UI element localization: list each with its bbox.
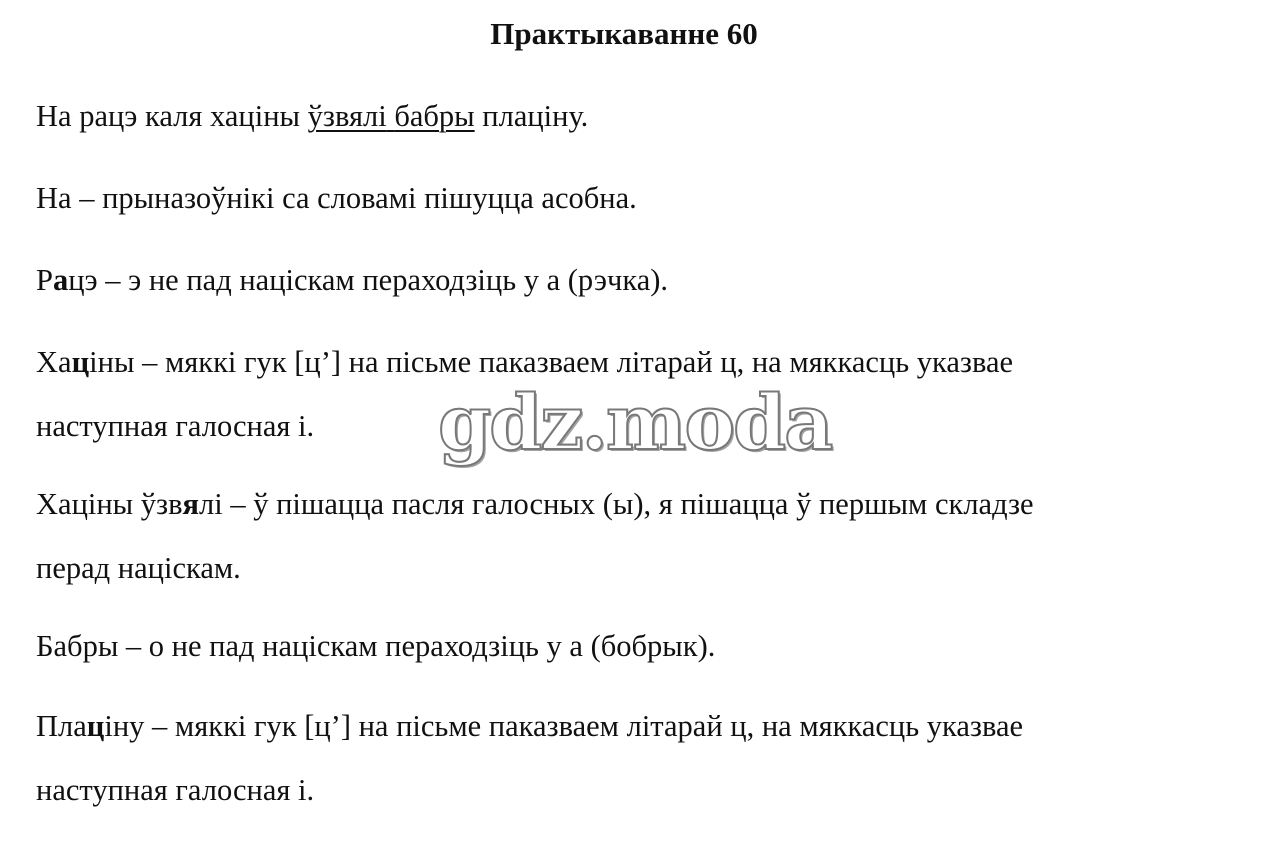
explanation-text-continued: наступная галосная і. <box>36 409 315 443</box>
sentence-line <box>36 84 1236 148</box>
explanation-na <box>36 166 1236 230</box>
page-title: Практыкаванне 60 <box>490 16 758 51</box>
explanation-text: Пла <box>36 709 87 743</box>
explanation-text: На – прыназоўнікі са словамі пішуцца асобна. <box>36 181 637 215</box>
highlighted-letter: я <box>182 487 200 521</box>
explanation-text: Хаціны ўзв <box>36 487 183 521</box>
watermark-logo: gdz.moda <box>438 378 832 467</box>
explanation-text-continued: перад націскам. <box>36 551 241 585</box>
sentence-text-start: На рацэ каля хаціны <box>36 99 308 133</box>
explanation-text: Бабры – о не пад націскам пераходзіць у а (бобрык). <box>36 629 716 663</box>
sentence-text-end: плаціну. <box>474 99 589 133</box>
highlighted-letter: а <box>52 263 69 297</box>
underlined-word-uzviali: ўзвялі <box>307 99 387 133</box>
highlighted-letter: ц <box>71 345 90 379</box>
explanation-uzviali <box>36 472 1236 600</box>
explanation-text: цэ – э не пад націскам пераходзіць у а (рэчка). <box>68 263 669 297</box>
explanation-text: іну – мяккі гук [ц’] на пісьме паказваем літарай ц, на мяккасць указвае <box>104 709 1024 743</box>
explanation-platsinu <box>36 694 1236 822</box>
underlined-word-babry: бабры <box>394 99 475 133</box>
explanation-text: іны – мяккі гук [ц’] на пісьме паказваем літарай ц, на мяккасць указвае <box>89 345 1014 379</box>
explanation-text: Р <box>36 263 53 297</box>
explanation-ratse <box>36 248 1236 312</box>
explanation-text: лі – ў пішацца пасля галосных (ы), я пішацца ў першым складзе <box>199 487 1034 521</box>
explanation-text-continued: наступная галосная і. <box>36 773 315 807</box>
highlighted-letter: ц <box>86 709 105 743</box>
explanation-babry <box>36 614 1236 678</box>
explanation-text: Ха <box>36 345 72 379</box>
